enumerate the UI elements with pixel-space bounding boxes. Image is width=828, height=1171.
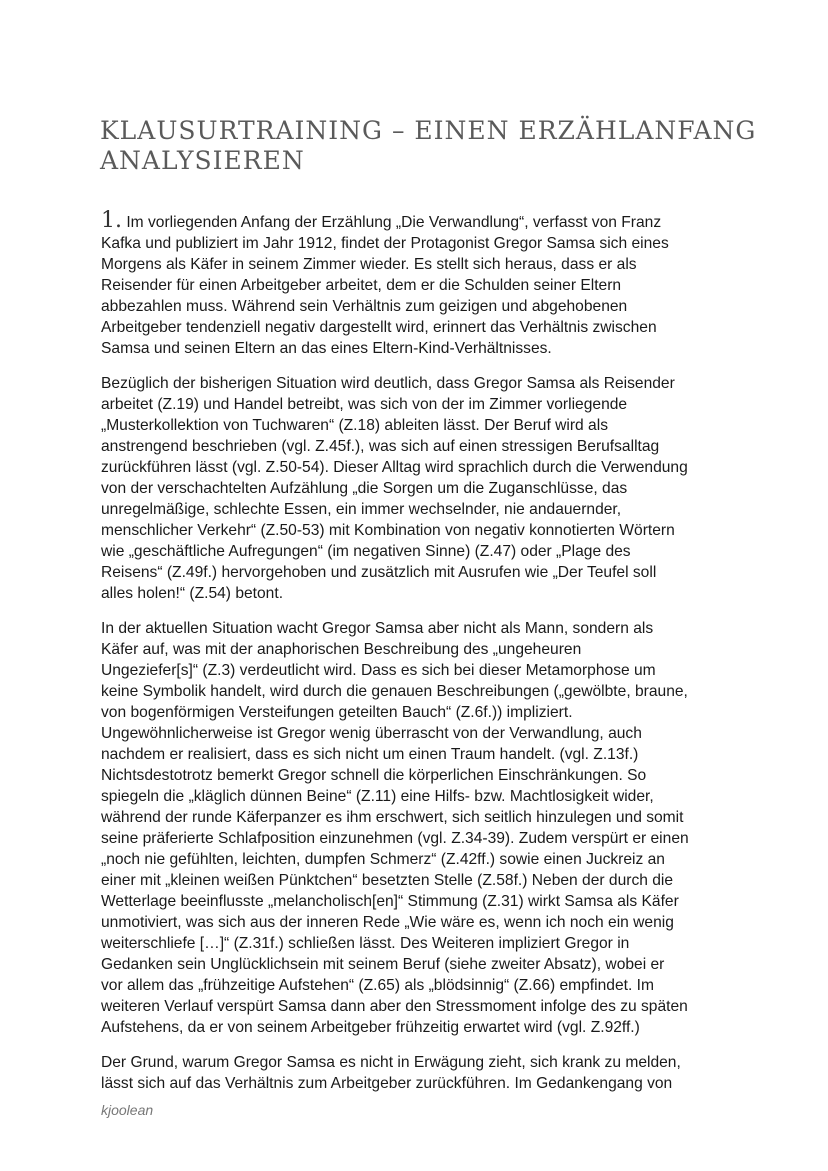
line-text: Aufstehens, da er von seinem Arbeitgeber frühzeitig erwartet wird (vgl. Z.92ff.) (101, 1019, 640, 1036)
text-line (101, 681, 741, 702)
line-text: „noch nie gefühlten, leichten, dumpfen Schmerz“ (Z.42ff.) sowie einen Juckreiz an (101, 851, 665, 868)
text-line (101, 618, 741, 639)
line-text: Reisens“ (Z.49f.) hervorgehoben und zusätzlich mit Ausrufen wie „Der Teufel soll (101, 564, 657, 581)
text-line (101, 254, 741, 275)
text-line (101, 639, 741, 660)
text-line (101, 415, 741, 436)
line-text: Morgens als Käfer in seinem Zimmer wieder. Es stellt sich heraus, dass er als (101, 256, 637, 273)
line-text: seine präferierte Schlafposition einzunehmen (vgl. Z.34-39). Zudem verspürt er einen (101, 830, 689, 847)
text-line (101, 702, 741, 723)
text-line (101, 499, 741, 520)
text-line (101, 723, 741, 744)
line-text: lässt sich auf das Verhältnis zum Arbeitgeber zurückführen. Im Gedankengang von (101, 1075, 673, 1092)
text-line (101, 807, 741, 828)
text-line (101, 394, 741, 415)
text-line (101, 849, 741, 870)
line-text: anstrengend beschrieben (vgl. Z.45f.), was sich auf einen stressigen Berufsalltag (101, 438, 660, 455)
line-text: Nichtsdestotrotz bemerkt Gregor schnell die körperlichen Einschränkungen. So (101, 767, 647, 784)
line-text: Gedanken sein Unglücklichsein mit seinem Beruf (siehe zweiter Absatz), wobei er (101, 956, 665, 973)
line-text: menschlicher Verkehr“ (Z.50-53) mit Kombination von negativ konnotierten Wörtern (101, 522, 675, 539)
text-line (101, 373, 741, 394)
line-text: arbeitet (Z.19) und Handel betreibt, was sich von der im Zimmer vorliegende (101, 396, 628, 413)
text-line (101, 210, 741, 233)
text-line (101, 275, 741, 296)
line-text: nachdem er realisiert, dass es sich nicht um einen Traum handelt. (vgl. Z.13f.) (101, 746, 639, 763)
text-line (101, 765, 741, 786)
line-text: alles holen!“ (Z.54) betont. (101, 585, 284, 602)
text-line (101, 975, 741, 996)
line-text: Bezüglich der bisherigen Situation wird deutlich, dass Gregor Samsa als Reisender (101, 375, 675, 392)
paragraph (101, 210, 741, 359)
text-line (101, 583, 741, 604)
text-line (101, 870, 741, 891)
text-line (101, 891, 741, 912)
text-line (101, 520, 741, 541)
line-text: wie „geschäftliche Aufregungen“ (im negativen Sinne) (Z.47) oder „Plage des (101, 543, 631, 560)
section-number: 1. (101, 208, 122, 233)
line-text: während der runde Käferpanzer es ihm erschwert, sich seitlich hinzulegen und somit (101, 809, 684, 826)
document-title (100, 116, 756, 176)
line-text: unregelmäßige, schlechte Essen, ein immer wechselnder, nie andauernder, (101, 501, 622, 518)
line-text: In der aktuellen Situation wacht Gregor Samsa aber nicht als Mann, sondern als (101, 620, 654, 637)
title-line: KLAUSURTRAINING – EINEN ERZÄHLANFANG (100, 116, 757, 145)
text-line (101, 786, 741, 807)
paragraph (101, 373, 741, 604)
text-line (101, 744, 741, 765)
line-text: abbezahlen muss. Während sein Verhältnis zum geizigen und abgehobenen (101, 298, 628, 315)
line-text: von der verschachtelten Aufzählung „die Sorgen um die Zuganschlüsse, das (101, 480, 628, 497)
text-line (101, 317, 741, 338)
line-text: Käfer auf, was mit der anaphorischen Beschreibung des „ungeheuren (101, 641, 582, 658)
text-line (101, 660, 741, 681)
text-line (101, 828, 741, 849)
footer-author: kjoolean (101, 1102, 154, 1118)
text-line (101, 436, 741, 457)
line-text: zurückführen lässt (vgl. Z.50-54). Dieser Alltag wird sprachlich durch die Verwendung (101, 459, 688, 476)
line-text: spiegeln die „kläglich dünnen Beine“ (Z.11) eine Hilfs- bzw. Machtlosigkeit wider, (101, 788, 654, 805)
line-text: Ungewöhnlicherweise ist Gregor wenig überrascht von der Verwandlung, auch (101, 725, 642, 742)
text-line (101, 541, 741, 562)
text-line (101, 996, 741, 1017)
line-text: Arbeitgeber tendenziell negativ dargestellt wird, erinnert das Verhältnis zwischen (101, 319, 657, 336)
text-line (101, 233, 741, 254)
line-text: Wetterlage beeinflusste „melancholisch[en]“ Stimmung (Z.31) wirkt Samsa als Käfer (101, 893, 679, 910)
line-text: Samsa und seinen Eltern an das eines Eltern-Kind-Verhältnisses. (101, 340, 552, 357)
line-text: vor allem das „frühzeitige Aufstehen“ (Z.65) als „blödsinnig“ (Z.66) empfindet. Im (101, 977, 654, 994)
text-line (101, 912, 741, 933)
line-text: von bogenförmigen Versteifungen geteilten Bauch“ (Z.6f.)) impliziert. (101, 704, 573, 721)
paragraph (101, 618, 741, 1038)
text-line (101, 1052, 741, 1073)
text-line (101, 1017, 741, 1038)
text-line (101, 457, 741, 478)
paragraph (101, 1052, 741, 1094)
line-text: Kafka und publiziert im Jahr 1912, findet der Protagonist Gregor Samsa sich eines (101, 235, 669, 252)
line-text: Ungeziefer[s]“ (Z.3) verdeutlicht wird. Dass es sich bei dieser Metamorphose um (101, 662, 656, 679)
text-line (101, 296, 741, 317)
line-text: weiterschliefe […]“ (Z.31f.) schließen lässt. Des Weiteren impliziert Gregor in (101, 935, 630, 952)
text-line (101, 1073, 741, 1094)
text-line (101, 562, 741, 583)
text-line (101, 338, 741, 359)
line-text: Im vorliegenden Anfang der Erzählung „Die Verwandlung“, verfasst von Franz (122, 214, 662, 231)
line-text: Reisender für einen Arbeitgeber arbeitet, dem er die Schulden seiner Eltern (101, 277, 622, 294)
text-line (101, 954, 741, 975)
text-line (101, 478, 741, 499)
line-text: Der Grund, warum Gregor Samsa es nicht in Erwägung zieht, sich krank zu melden, (101, 1054, 681, 1071)
line-text: weiteren Verlauf verspürt Samsa dann aber den Stressmoment infolge des zu späten (101, 998, 688, 1015)
title-line: ANALYSIEREN (100, 146, 305, 175)
document-body (101, 210, 741, 1108)
line-text: unmotiviert, was sich aus der inneren Rede „Wie wäre es, wenn ich noch ein wenig (101, 914, 674, 931)
line-text: „Musterkollektion von Tuchwaren“ (Z.18) ableiten lässt. Der Beruf wird als (101, 417, 608, 434)
line-text: einer mit „kleinen weißen Pünktchen“ besetzten Stelle (Z.58f.) Neben der durch die (101, 872, 674, 889)
text-line (101, 933, 741, 954)
line-text: keine Symbolik handelt, wird durch die genauen Beschreibungen („gewölbte, braune, (101, 683, 688, 700)
